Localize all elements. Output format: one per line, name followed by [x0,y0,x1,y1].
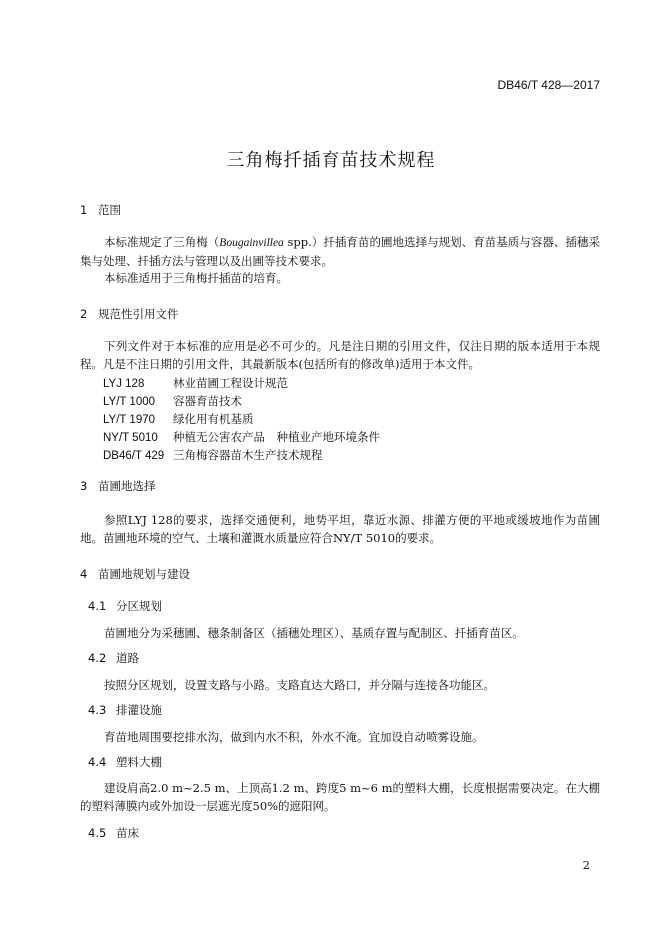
section-title: 规范性引用文件 [98,307,179,321]
subsection-title: 苗床 [116,826,139,840]
reference-name: 容器育苗技术 [173,394,242,408]
scope-text-a: 本标准规定了三角梅（ [104,235,220,249]
subsection-number: 4.1 [88,599,107,613]
section-title: 范围 [98,203,121,217]
section-3-heading [80,478,156,494]
zoning-paragraph: 苗圃地分为采穗圃、穗条制备区（插穗处理区）、基质存置与配制区、扦插育苗区。 [104,626,524,640]
reference-code: DB46/T 429 [103,450,165,462]
section-2-heading [80,306,179,322]
reference-item [103,429,380,445]
reference-name: 种植无公害农产品 种植业产地环境条件 [173,430,380,444]
latin-spp: spp. [283,235,312,249]
subsection-4-1-heading [88,598,162,614]
subsection-number: 4.3 [88,703,107,717]
reference-name: 绿化用有机基质 [173,412,254,426]
reference-code: NY/T 5010 [103,432,158,444]
scope-applicability: 本标准适用于三角梅扦插苗的培育。 [104,271,288,285]
section-4-heading [80,566,190,582]
reference-name: 三角梅容器苗木生产技术规程 [173,448,323,462]
subsection-4-3-heading [88,702,162,718]
scope-text-b: ）扦插育苗的圃地选择与规划、育苗基质与容器、插穗采集与处理、扦插方法与管理以及出圃等技术要求。 [80,235,601,268]
reference-item [103,393,242,409]
section-number: 1 [80,203,88,217]
subsection-title: 道路 [116,651,139,665]
page-number: 2 [582,858,590,872]
latin-name: Bougainvillea [219,237,284,249]
greenhouse-paragraph: 建设肩高2.0 m~2.5 m、上顶高1.2 m、跨度5 m~6 m的塑料大棚，长度根据需要决定。在大棚的塑料薄膜内或外加设一层遮光度50%的遮阳网。 [80,781,600,813]
section-number: 3 [80,479,88,493]
section-1-heading [80,202,121,218]
reference-name: 林业苗圃工程设计规范 [173,376,288,390]
subsection-title: 分区规划 [116,599,162,613]
normative-references-paragraph: 下列文件对于本标准的应用是必不可少的。凡是注日期的引用文件，仅注日期的版本适用于本规程。凡是不注日期的引用文件，其最新版本(包括所有的修改单)适用于本文件。 [80,339,600,371]
reference-item [103,411,254,427]
reference-item [103,447,323,463]
subsection-number: 4.5 [88,826,107,840]
reference-item [103,375,288,391]
roads-paragraph: 按照分区规划，设置支路与小路。支路直达大路口，并分隔与连接各功能区。 [104,678,495,692]
subsection-number: 4.4 [88,755,107,769]
subsection-title: 排灌设施 [116,703,162,717]
drainage-paragraph: 育苗地周围要挖排水沟，做到内水不积，外水不淹。宜加设自动喷雾设施。 [104,730,484,744]
section-number: 2 [80,307,88,321]
subsection-title: 塑料大棚 [116,755,162,769]
subsection-4-2-heading [88,650,139,666]
subsection-4-5-heading [88,825,139,841]
document-title: 三角梅扦插育苗技术规程 [226,150,436,171]
reference-code: LY/T 1970 [103,414,156,426]
reference-code: LY/T 1000 [103,396,156,408]
subsection-number: 4.2 [88,651,107,665]
section-title: 苗圃地规划与建设 [98,567,190,581]
reference-code: LYJ 128 [103,378,145,390]
scope-paragraph [80,233,600,270]
subsection-4-4-heading [88,754,162,770]
nursery-selection-paragraph: 参照LYJ 128的要求，选择交通便利，地势平坦，靠近水源、排灌方便的平地或缓坡地作为苗圃地。苗圃地环境的空气、土壤和灌溉水质量应符合NY/T 5010的要求。 [80,513,600,545]
section-title: 苗圃地选择 [98,479,156,493]
section-number: 4 [80,567,88,581]
standard-code: DB46/T 428—2017 [497,78,600,92]
